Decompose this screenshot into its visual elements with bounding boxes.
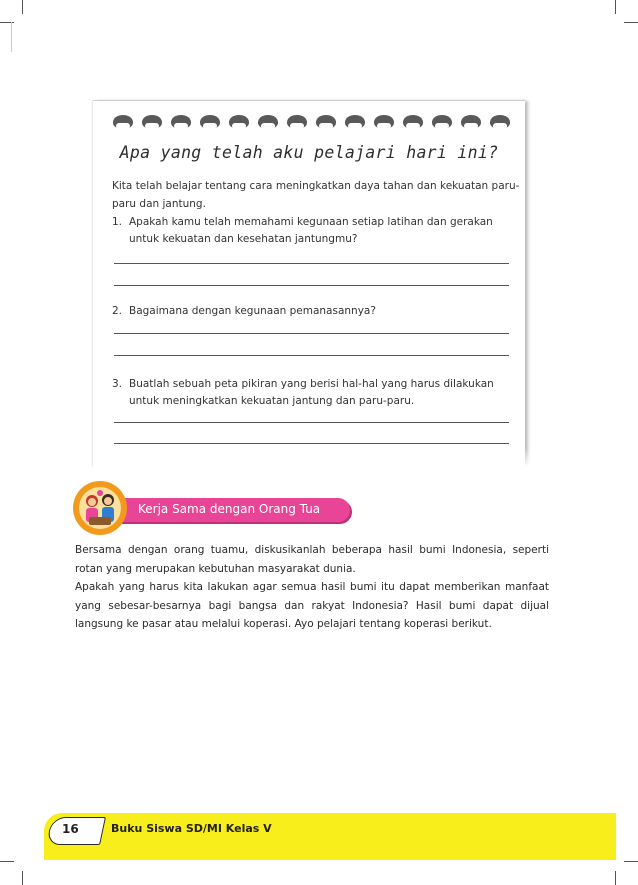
ring-icon — [403, 115, 423, 129]
card-fade — [93, 448, 533, 470]
footer-band — [44, 813, 616, 860]
crop-mark — [624, 22, 638, 23]
ring-icon — [345, 115, 365, 129]
answer-line[interactable] — [114, 285, 509, 286]
question-text: Buatlah sebuah peta pikiran yang berisi hal-hal yang harus dilakukan untuk meningkatkan kekuatan jantung dan paru-paru. — [129, 378, 494, 407]
answer-line[interactable] — [114, 443, 509, 444]
ring-icon — [374, 115, 394, 129]
question-text: Apakah kamu telah memahami kegunaan setiap latihan dan gerakan untuk kekuatan dan kesehatan jantungmu? — [129, 216, 493, 245]
binder-rings — [113, 115, 513, 135]
crop-mark — [615, 871, 616, 885]
ring-icon — [200, 115, 220, 129]
question-3 — [112, 376, 522, 410]
ring-icon — [432, 115, 452, 129]
crop-mark — [22, 0, 23, 14]
question-number: 3. — [112, 378, 123, 390]
ring-icon — [461, 115, 481, 129]
ring-icon — [316, 115, 336, 129]
crop-mark — [11, 22, 12, 52]
ring-icon — [287, 115, 307, 129]
ring-icon — [113, 115, 133, 129]
answer-line[interactable] — [114, 422, 509, 423]
crop-mark — [22, 871, 23, 885]
question-2 — [112, 303, 522, 320]
ring-icon — [171, 115, 191, 129]
ring-icon — [258, 115, 278, 129]
card-title: Apa yang telah aku pelajari hari ini? — [119, 143, 499, 162]
crop-mark — [615, 0, 616, 14]
book-title: Buku Siswa SD/MI Kelas V — [111, 822, 272, 835]
answer-line[interactable] — [114, 355, 509, 356]
ring-icon — [229, 115, 249, 129]
page-number: 16 — [62, 822, 79, 836]
crop-mark — [624, 861, 638, 862]
paragraph: Bersama dengan orang tuamu, diskusikanlah beberapa hasil bumi Indonesia, seperti rotan yang merupakan kebutuhan masyarakat dunia. — [75, 544, 549, 575]
question-number: 1. — [112, 216, 123, 228]
section-banner-title: Kerja Sama dengan Orang Tua — [138, 502, 321, 516]
section-body — [75, 541, 549, 634]
answer-line[interactable] — [114, 263, 509, 264]
family-illustration — [73, 481, 127, 535]
ring-icon — [490, 115, 510, 129]
intro-text: Kita telah belajar tentang cara meningkatkan daya tahan dan kekuatan paru-paru dan jantung. — [112, 180, 520, 210]
question-1 — [112, 214, 522, 248]
ring-icon — [142, 115, 162, 129]
section-banner — [118, 498, 350, 522]
crop-mark — [0, 861, 14, 862]
reflection-card — [93, 100, 525, 467]
question-number: 2. — [112, 305, 123, 317]
paragraph: Apakah yang harus kita lakukan agar semua hasil bumi itu dapat memberikan manfaat yang sebesar-besarnya bagi bangsa dan rakyat Indonesia? Hasil bumi dapat dijual langsung ke pasar atau melalui koperasi. Ayo pelajari tentang koperasi berikut. — [75, 581, 549, 630]
answer-line[interactable] — [114, 333, 509, 334]
question-text: Bagaimana dengan kegunaan pemanasannya? — [129, 305, 376, 317]
